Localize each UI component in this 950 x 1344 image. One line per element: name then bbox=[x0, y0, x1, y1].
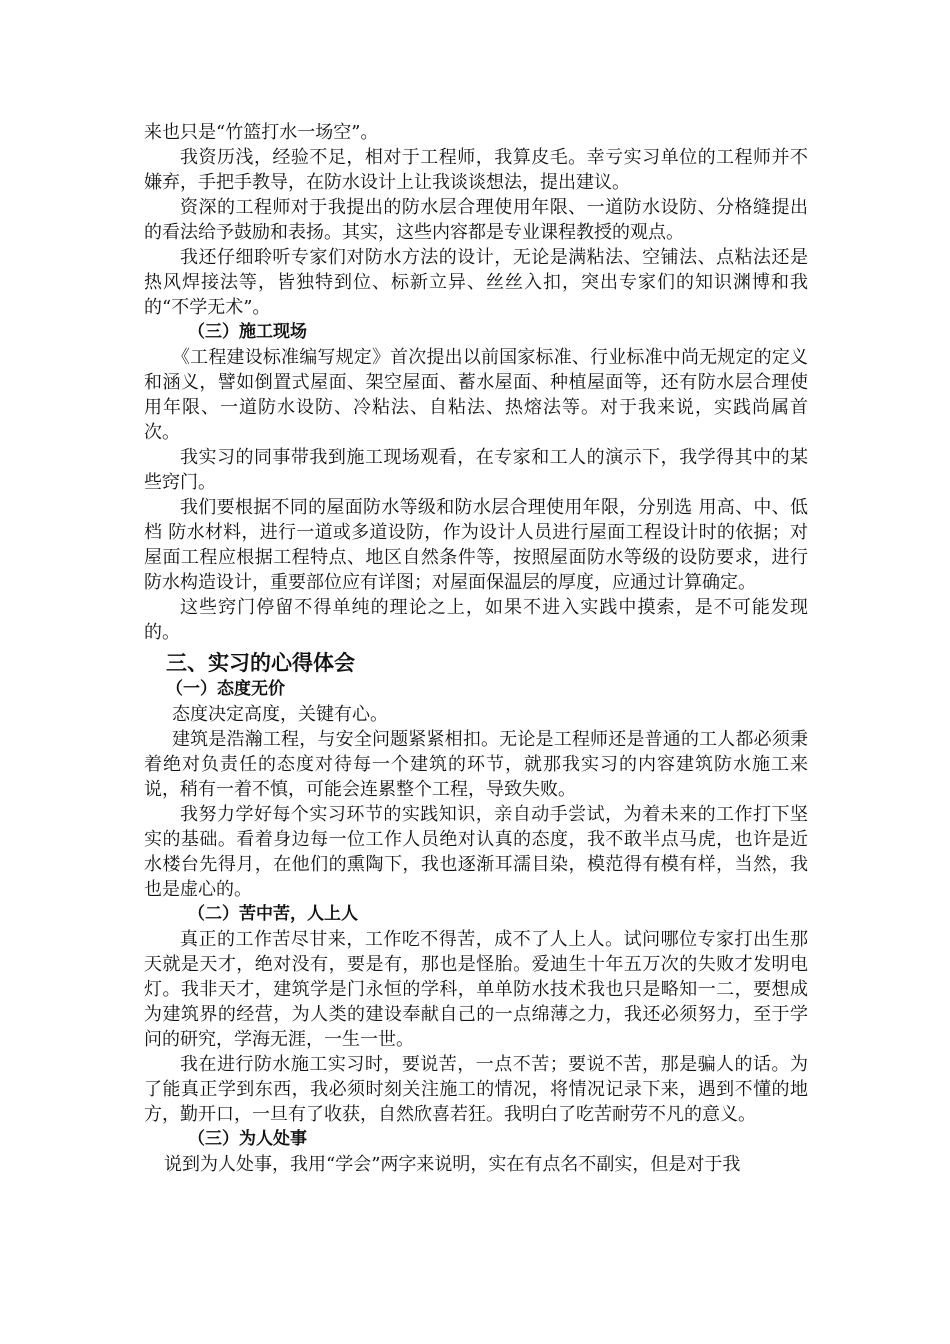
paragraph: 我们要根据不同的屋面防水等级和防水层合理使用年限，分别选 用高、中、低档 防水材料，进行一道或多道设防，作为设计人员进行屋面工程设计时的依据；对屋面工程应根据工程特点、地区自然条件等，按照屋面防水等级的设防要求，进行防水构造设计，重要部位应有详图；对屋面保温层的厚度，应通过计算确定。 bbox=[144, 497, 808, 593]
paragraph: 《工程建设标准编写规定》首次提出以前国家标准、行业标准中尚无规定的定义和涵义，譬如倒置式屋面、架空屋面、蓄水屋面、种植屋面等，还有防水层合理使用年限、一道防水设防、冷粘法、自粘法、热熔法等。对于我来说，实践尚属首次。 bbox=[144, 347, 808, 443]
paragraph: 来也只是“竹篮打水一场空”。 bbox=[144, 122, 379, 143]
paragraph: 我资历浅，经验不足，相对于工程师，我算皮毛。幸亏实习单位的工程师并不嫌弃，手把手教导，在防水设计上让我谈谈想法，提出建议。 bbox=[144, 147, 808, 193]
section-heading-internship-reflections: 三、实习的心得体会 bbox=[166, 650, 355, 675]
subheading-construction-site: （三）施工现场 bbox=[188, 322, 307, 342]
paragraph: 资深的工程师对于我提出的防水层合理使用年限、一道防水设防、分格缝提出的看法给予鼓励和表扬。其实，这些内容都是专业课程教授的观点。 bbox=[144, 197, 808, 243]
paragraph: 我还仔细聆听专家们对防水方法的设计，无论是满粘法、空铺法、点粘法还是热风焊接法等，皆独特到位、标新立异、丝丝入扣，突出专家们的知识渊博和我的“不学无术”。 bbox=[144, 247, 808, 318]
paragraph: 态度决定高度，关键有心。 bbox=[172, 704, 388, 725]
paragraph: 我实习的同事带我到施工现场观看，在专家和工人的演示下，我学得其中的某些窍门。 bbox=[144, 447, 808, 493]
paragraph: 我在进行防水施工实习时，要说苦，一点不苦；要说不苦，那是骗人的话。为了能真正学到东西，我必须时刻关注施工的情况，将情况记录下来，遇到不懂的地方，勤开口，一旦有了收获，自然欣喜若狂。我明白了吃苦耐劳不凡的意义。 bbox=[144, 1054, 808, 1125]
paragraph: 真正的工作苦尽甘来，工作吃不得苦，成不了人上人。试问哪位专家打出生那天就是天才，绝对没有，要是有，那也是怪胎。爱迪生十年五万次的失败才发明电灯。我非天才，建筑学是门永恒的学科，单单防水技术我也只是略知一二，要想成为建筑界的经营，为人类的建设奉献自己的一点绵薄之力，我还必须努力，至于学问的研究，学海无涯，一生一世。 bbox=[144, 929, 808, 1050]
document-page bbox=[144, 120, 808, 1177]
subheading-conduct: （三）为人处事 bbox=[188, 1129, 307, 1149]
paragraph: 建筑是浩瀚工程，与安全问题紧紧相扣。无论是工程师还是普通的工人都必须秉着绝对负责任的态度对待每一个建筑的环节，就那我实习的内容建筑防水施工来说，稍有一着不慎，可能会连累整个工程，导致失败。 bbox=[144, 729, 808, 800]
paragraph: 这些窍门停留不得单纯的理论之上，如果不进入实践中摸索，是不可能发现的。 bbox=[144, 597, 808, 643]
paragraph: 我努力学好每个实习环节的实践知识，亲自动手尝试，为着未来的工作打下坚实的基础。看着身边每一位工作人员绝对认真的态度，我不敢半点马虎，也许是近水楼台先得月，在他们的熏陶下，我也逐渐耳濡目染，模范得有模有样，当然，我也是虚心的。 bbox=[144, 804, 808, 900]
paragraph: 说到为人处事，我用“学会”两字来说明，实在有点名不副实，但是对于我 bbox=[164, 1154, 741, 1175]
subheading-hardship: （二）苦中苦，人上人 bbox=[188, 904, 358, 924]
subheading-attitude: （一）态度无价 bbox=[166, 679, 285, 699]
